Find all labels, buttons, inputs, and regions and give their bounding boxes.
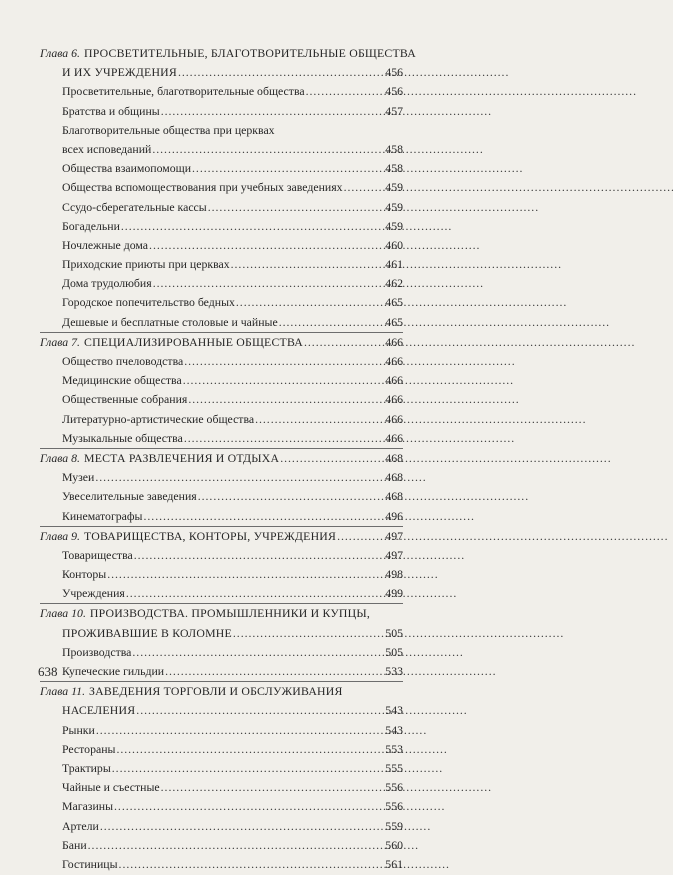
toc-entry bbox=[40, 740, 403, 759]
entry-title: Медицинские общества bbox=[62, 373, 182, 388]
page-number: 458 bbox=[385, 141, 403, 156]
chapter-heading bbox=[40, 449, 403, 468]
page-number: 459 bbox=[385, 218, 403, 233]
entry-title: Рынки bbox=[62, 722, 95, 737]
chapter-heading bbox=[40, 44, 416, 63]
page-number: 556 bbox=[385, 799, 403, 814]
chapter-heading bbox=[40, 333, 403, 352]
page-number: 462 bbox=[385, 276, 403, 291]
entry-title: Общественные собрания bbox=[62, 392, 188, 407]
page-number: 459 bbox=[385, 199, 403, 214]
chapter-title: И ИХ УЧРЕЖДЕНИЯ bbox=[62, 65, 177, 80]
chapter-title: СПЕЦИАЛИЗИРОВАННЫЕ ОБЩЕСТВА bbox=[84, 334, 303, 349]
page-number: 466 bbox=[385, 373, 403, 388]
page-number: 459 bbox=[385, 180, 403, 195]
page-number: 560 bbox=[385, 837, 403, 852]
chapter-title: ПРОЖИВАВШИЕ В КОЛОМНЕ bbox=[62, 625, 232, 640]
entry-title: Артели bbox=[62, 818, 99, 833]
page-number: 457 bbox=[385, 103, 403, 118]
toc-entry bbox=[40, 721, 403, 740]
entry-title: Учреждения bbox=[62, 586, 125, 601]
toc-entry bbox=[40, 546, 403, 565]
entry-title: Увеселительные заведения bbox=[62, 489, 197, 504]
entry-title: Дешевые и бесплатные столовые и чайные bbox=[62, 314, 278, 329]
toc-entry bbox=[40, 198, 403, 217]
toc-entry bbox=[40, 352, 403, 371]
toc-entry bbox=[40, 178, 403, 197]
page-number: 533 bbox=[385, 664, 403, 678]
toc-entry bbox=[40, 121, 403, 140]
chapter-title: ТОВАРИЩЕСТВА, КОНТОРЫ, УЧРЕЖДЕНИЯ bbox=[84, 528, 337, 543]
page-number: 559 bbox=[385, 818, 403, 833]
chapter-title: ПРОИЗВОДСТВА. ПРОМЫШЛЕННИКИ И КУПЦЫ, bbox=[89, 606, 370, 621]
entry-title: Просветительные, благотворительные общества bbox=[62, 84, 305, 99]
toc-entry bbox=[40, 159, 403, 178]
page-number: 497 bbox=[385, 528, 403, 543]
entry-title: Богадельни bbox=[62, 218, 120, 233]
toc-entry bbox=[40, 293, 403, 312]
entry-title: Рестораны bbox=[62, 741, 116, 756]
entry-title: Товарищества bbox=[62, 547, 133, 562]
entry-title: Музыкальные общества bbox=[62, 430, 183, 445]
page-number: 543 bbox=[385, 703, 403, 718]
page-number: 466 bbox=[385, 354, 403, 368]
page-number: 556 bbox=[385, 780, 403, 795]
entry-title: Гостиницы bbox=[62, 856, 118, 871]
page-number: 468 bbox=[385, 470, 403, 485]
toc-entry bbox=[40, 217, 403, 236]
chapter-title: МЕСТА РАЗВЛЕЧЕНИЯ И ОТДЫХА bbox=[84, 450, 280, 465]
page-number: 456 bbox=[385, 65, 403, 80]
page-number: 505 bbox=[385, 644, 403, 659]
page-number: 468 bbox=[385, 450, 403, 465]
chapter-heading bbox=[40, 527, 403, 546]
chapter-heading bbox=[40, 604, 403, 623]
toc-entry bbox=[40, 236, 403, 255]
chapter-label: Глава 6. bbox=[40, 46, 81, 60]
entry-title: Дома трудолюбия bbox=[62, 276, 152, 291]
page-number: 543 bbox=[385, 722, 403, 737]
chapter-title: ЗАВЕДЕНИЯ ТОРГОВЛИ И ОБСЛУЖИВАНИЯ bbox=[89, 684, 343, 699]
toc-entry bbox=[40, 855, 403, 874]
page-number: 466 bbox=[385, 411, 403, 426]
entry-title: Приходские приюты при церквах bbox=[62, 257, 230, 272]
page-number: 497 bbox=[385, 547, 403, 562]
toc-entry bbox=[40, 584, 403, 603]
entry-title: Купеческие гильдии bbox=[62, 664, 165, 678]
entry-title: Ссудо-сберегательные кассы bbox=[62, 199, 207, 214]
toc-entry bbox=[40, 274, 403, 293]
toc-entry bbox=[40, 429, 403, 448]
toc-entry bbox=[40, 410, 403, 429]
page-number: 465 bbox=[385, 295, 403, 310]
page-number: 505 bbox=[385, 625, 403, 640]
chapter-label: Глава 11. bbox=[40, 684, 86, 699]
entry-title: Магазины bbox=[62, 799, 114, 814]
chapter-label: Глава 10. bbox=[40, 606, 86, 621]
entry-title: Кинематографы bbox=[62, 508, 143, 523]
toc-entry bbox=[40, 817, 403, 836]
toc-entry bbox=[40, 797, 403, 816]
page-number: 561 bbox=[385, 856, 403, 871]
toc-entry bbox=[40, 759, 403, 778]
entry-title: Производства bbox=[62, 644, 132, 659]
chapter-heading-cont bbox=[40, 624, 403, 643]
page-number: 499 bbox=[385, 586, 403, 601]
entry-title: Музеи bbox=[62, 470, 95, 485]
entry-title: Чайные и съестные bbox=[62, 780, 160, 795]
entry-title-cont: всех исповеданий bbox=[62, 141, 152, 156]
page-number: 555 bbox=[385, 760, 403, 775]
toc-entry bbox=[40, 371, 403, 390]
entry-title: Братства и общины bbox=[62, 103, 160, 118]
page-number: 461 bbox=[385, 257, 403, 272]
entry-title: Трактиры bbox=[62, 760, 111, 775]
chapter-label: Глава 8. bbox=[40, 450, 81, 465]
page-number: 468 bbox=[385, 489, 403, 504]
toc-entry bbox=[40, 255, 403, 274]
chapter-heading bbox=[40, 682, 403, 701]
table-of-contents bbox=[40, 44, 416, 874]
entry-title: Литературно-артистические общества bbox=[62, 411, 255, 426]
toc-entry bbox=[40, 82, 403, 101]
toc-entry bbox=[40, 778, 403, 797]
entry-title: Бани bbox=[62, 837, 87, 852]
chapter-title: НАСЕЛЕНИЯ bbox=[62, 703, 136, 718]
toc-entry bbox=[40, 468, 403, 487]
page-number: 465 bbox=[385, 314, 403, 329]
toc-entry bbox=[40, 662, 403, 681]
page-number: 466 bbox=[385, 430, 403, 445]
page-number: 496 bbox=[385, 508, 403, 523]
page-number: 458 bbox=[385, 161, 403, 176]
page-number: 460 bbox=[385, 237, 403, 252]
entry-title: Общества взаимопомощи bbox=[62, 161, 192, 176]
page-number: 456 bbox=[385, 84, 403, 99]
page-number: 466 bbox=[385, 334, 403, 349]
entry-title: Конторы bbox=[62, 567, 107, 582]
chapter-heading-cont bbox=[40, 63, 403, 82]
entry-title: Благотворительные общества при церквах bbox=[62, 122, 275, 137]
chapter-heading-cont bbox=[40, 701, 403, 720]
chapter-title: ПРОСВЕТИТЕЛЬНЫЕ, БЛАГОТВОРИТЕЛЬНЫЕ ОБЩЕСТВА bbox=[84, 46, 416, 60]
toc-entry bbox=[40, 643, 403, 662]
toc-entry-cont bbox=[40, 140, 403, 159]
chapter-label: Глава 9. bbox=[40, 528, 81, 543]
chapter-label: Глава 7. bbox=[40, 334, 81, 349]
page-number-footer: 638 bbox=[38, 664, 58, 679]
page-number: 466 bbox=[385, 392, 403, 407]
toc-entry bbox=[40, 102, 403, 121]
entry-title: Городское попечительство бедных bbox=[62, 295, 235, 310]
entry-title: Общества вспомоществования при учебных заведениях bbox=[62, 180, 343, 195]
toc-entry bbox=[40, 313, 403, 332]
toc-entry bbox=[40, 565, 403, 584]
page-number: 498 bbox=[385, 567, 403, 582]
page-number: 553 bbox=[385, 741, 403, 756]
entry-title: Общество пчеловодства bbox=[62, 354, 184, 368]
toc-entry bbox=[40, 487, 403, 506]
entry-title: Ночлежные дома bbox=[62, 237, 149, 252]
toc-entry bbox=[40, 390, 403, 409]
toc-entry bbox=[40, 836, 403, 855]
toc-entry bbox=[40, 507, 403, 526]
